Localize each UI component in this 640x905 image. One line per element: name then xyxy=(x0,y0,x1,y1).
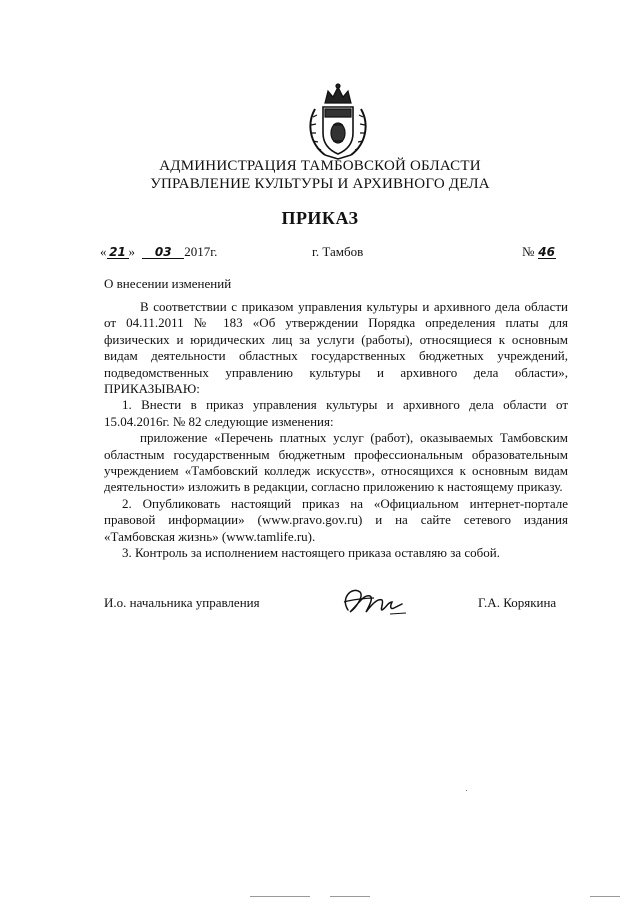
signatory-role: И.о. начальника управления xyxy=(104,595,260,610)
document-body xyxy=(104,299,568,562)
item-3: 3. Контроль за исполнением настоящего приказа оставляю за собой. xyxy=(122,545,500,561)
scan-edge-mark xyxy=(590,896,620,897)
document-city: г. Тамбов xyxy=(312,244,364,259)
date-open-quote: « xyxy=(100,244,107,259)
date-close-quote: » xyxy=(128,244,135,259)
number-prefix: № xyxy=(522,244,535,259)
intro-paragraph: В соответствии с приказом управления культуры и архивного дела области от 04.11.2011 № 183 «Об утверждении Порядка определения платы для физических и юридических лиц за услуги (работы), относящиеся к основным видам деятельности областных государственных бюджетных учреждений, подведомственных управлению культуры и архивного дела области», ПРИКАЗЫВАЮ: xyxy=(104,299,568,397)
scan-edge-mark xyxy=(330,896,370,897)
scan-speck xyxy=(466,790,467,791)
number-value: 46 xyxy=(538,245,555,259)
document-number xyxy=(522,244,556,260)
signatory-name: Г.А. Корякина xyxy=(478,595,557,610)
item-2: 2. Опубликовать настоящий приказ на «Официальном интернет-портале правовой информации» (www.pravo.gov.ru) и на сайте сетевого издания «Тамбовская жизнь» (www.tamlife.ru). xyxy=(104,495,568,544)
date-day: 21 xyxy=(107,246,129,259)
item-1: 1. Внести в приказ управления культуры и архивного дела области от 15.04.2016г. № 82 следующие изменения: xyxy=(104,397,568,429)
coat-of-arms-emblem xyxy=(303,83,373,161)
date-month: 03 xyxy=(142,246,184,259)
scan-edge-mark xyxy=(250,896,310,897)
item-1-subparagraph: приложение «Перечень платных услуг (работ), оказываемых Тамбовским областным государственным бюджетным профессиональным образовательным учреждением «Тамбовский колледж искусств», относящихся к основным видам деятельности» изложить в редакции, согласно приложению к настоящему приказу. xyxy=(104,430,568,495)
organization-name-line2: УПРАВЛЕНИЕ КУЛЬТУРЫ И АРХИВНОГО ДЕЛА xyxy=(150,176,490,192)
document-date xyxy=(100,244,217,260)
document-title: ПРИКАЗ xyxy=(281,208,359,228)
organization-name-line1: АДМИНИСТРАЦИЯ ТАМБОВСКОЙ ОБЛАСТИ xyxy=(159,158,481,174)
document-subject: О внесении изменений xyxy=(104,276,232,291)
date-year: 2017г. xyxy=(184,244,218,259)
handwritten-signature xyxy=(330,580,420,620)
